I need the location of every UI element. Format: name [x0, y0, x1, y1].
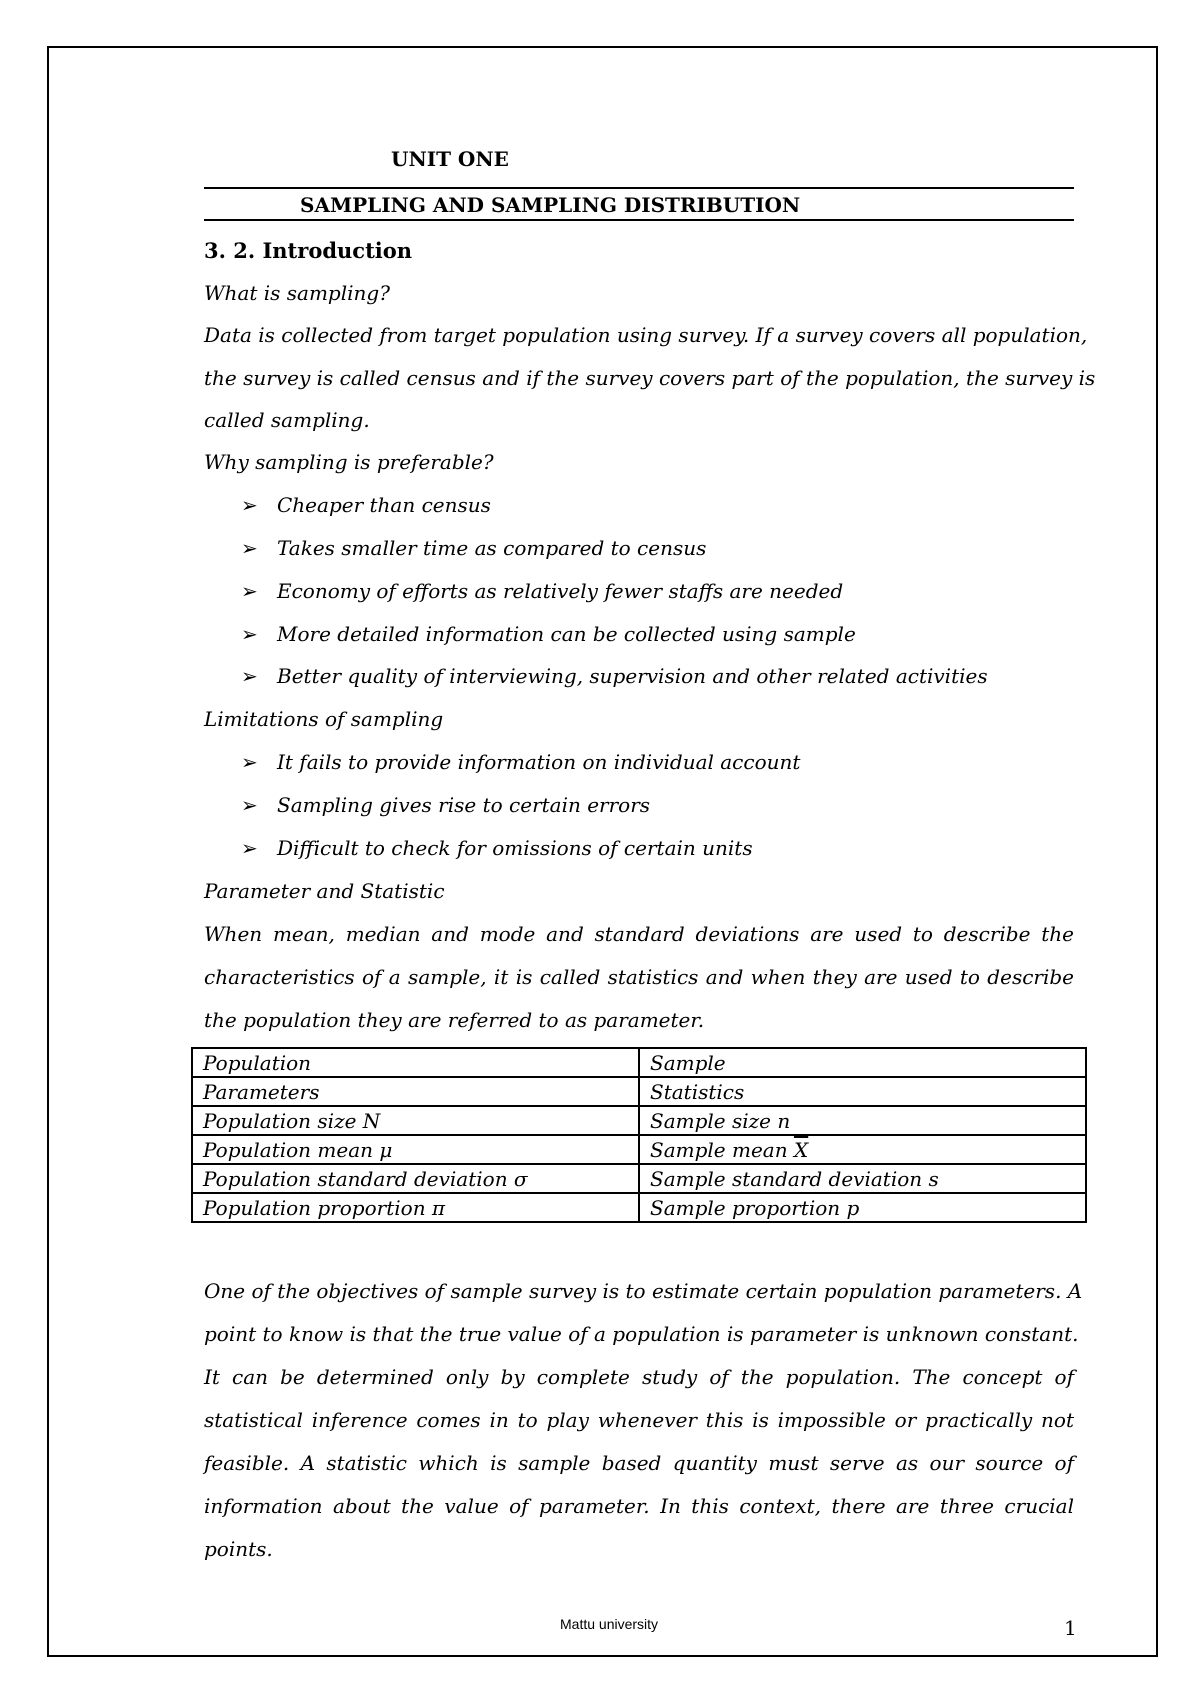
arrowhead-bullet-icon: ➢ — [241, 493, 258, 517]
table-cell: Population proportion π — [192, 1193, 639, 1222]
arrowhead-bullet-icon: ➢ — [241, 664, 258, 688]
arrowhead-bullet-icon: ➢ — [241, 750, 258, 774]
table-row — [192, 1077, 1086, 1106]
objectives-line: statistical inference comes in to play whenever this is impossible or practically not — [204, 1408, 1074, 1432]
arrowhead-bullet-icon: ➢ — [241, 622, 258, 646]
definition-line: called sampling. — [204, 408, 370, 432]
section-heading: 3. 2. Introduction — [204, 238, 413, 263]
table-row — [192, 1106, 1086, 1135]
arrowhead-bullet-icon: ➢ — [241, 836, 258, 860]
definition-line: the survey is called census and if the survey covers part of the population, the survey is — [204, 366, 1096, 390]
objectives-line: point to know is that the true value of a population is parameter is unknown constant. — [204, 1322, 1079, 1346]
table-cell: Statistics — [639, 1077, 1086, 1106]
table-cell: Parameters — [192, 1077, 639, 1106]
limitation-item: ➢ It fails to provide information on individual account — [241, 750, 801, 774]
arrowhead-bullet-icon: ➢ — [241, 536, 258, 560]
table-cell: Sample size n — [639, 1106, 1086, 1135]
question-why-preferable: Why sampling is preferable? — [204, 450, 494, 474]
objectives-line: points. — [204, 1537, 273, 1561]
title-rule-top — [204, 187, 1074, 189]
page-number: 1 — [1064, 1616, 1077, 1640]
x-bar-symbol: $\overline{X}$ — [793, 1137, 809, 1162]
objectives-line: feasible. A statistic which is sample based quantity must serve as our source of — [204, 1451, 1074, 1475]
advantage-item: ➢ Cheaper than census — [241, 493, 491, 517]
table-cell: Sample standard deviation s — [639, 1164, 1086, 1193]
limitation-item: ➢ Sampling gives rise to certain errors — [241, 793, 651, 817]
table-cell: Sample — [639, 1048, 1086, 1077]
definition-line: Data is collected from target population using survey. If a survey covers all population, — [204, 323, 1088, 347]
table-row — [192, 1164, 1086, 1193]
table-cell: Population — [192, 1048, 639, 1077]
table-cell — [639, 1135, 1086, 1164]
objectives-line: It can be determined only by complete study of the population. The concept of — [204, 1365, 1074, 1389]
limitations-heading: Limitations of sampling — [204, 707, 444, 731]
parameter-heading: Parameter and Statistic — [204, 879, 445, 903]
parameter-statistic-table — [191, 1047, 1087, 1223]
arrowhead-bullet-icon: ➢ — [241, 793, 258, 817]
arrowhead-bullet-icon: ➢ — [241, 579, 258, 603]
table-row — [192, 1135, 1086, 1164]
table-row — [192, 1193, 1086, 1222]
question-what-is-sampling: What is sampling? — [204, 281, 390, 305]
limitation-item: ➢ Difficult to check for omissions of certain units — [241, 836, 753, 860]
unit-title: UNIT ONE — [391, 147, 509, 171]
parameter-line: characteristics of a sample, it is called statistics and when they are used to describe — [204, 965, 1074, 989]
advantage-item: ➢ Better quality of interviewing, supervision and other related activities — [241, 664, 988, 688]
footer-text: Mattu university — [560, 1616, 659, 1632]
table-row — [192, 1048, 1086, 1077]
objectives-line: information about the value of parameter. In this context, there are three crucial — [204, 1494, 1074, 1518]
table-cell: Population standard deviation σ — [192, 1164, 639, 1193]
table-cell: Sample proportion p — [639, 1193, 1086, 1222]
advantage-item: ➢ More detailed information can be collected using sample — [241, 622, 856, 646]
advantage-item: ➢ Takes smaller time as compared to census — [241, 536, 707, 560]
table-cell: Population mean μ — [192, 1135, 639, 1164]
title-rule-bottom — [204, 219, 1074, 221]
parameter-line: When mean, median and mode and standard deviations are used to describe the — [204, 922, 1074, 946]
advantage-item: ➢ Economy of efforts as relatively fewer staffs are needed — [241, 579, 844, 603]
objectives-line: One of the objectives of sample survey is to estimate certain population parameters. A — [204, 1279, 1083, 1303]
chapter-title: SAMPLING AND SAMPLING DISTRIBUTION — [300, 193, 801, 217]
table-cell: Population size N — [192, 1106, 639, 1135]
parameter-line: the population they are referred to as parameter. — [204, 1008, 705, 1032]
sample-mean-label: Sample mean — [650, 1137, 794, 1162]
